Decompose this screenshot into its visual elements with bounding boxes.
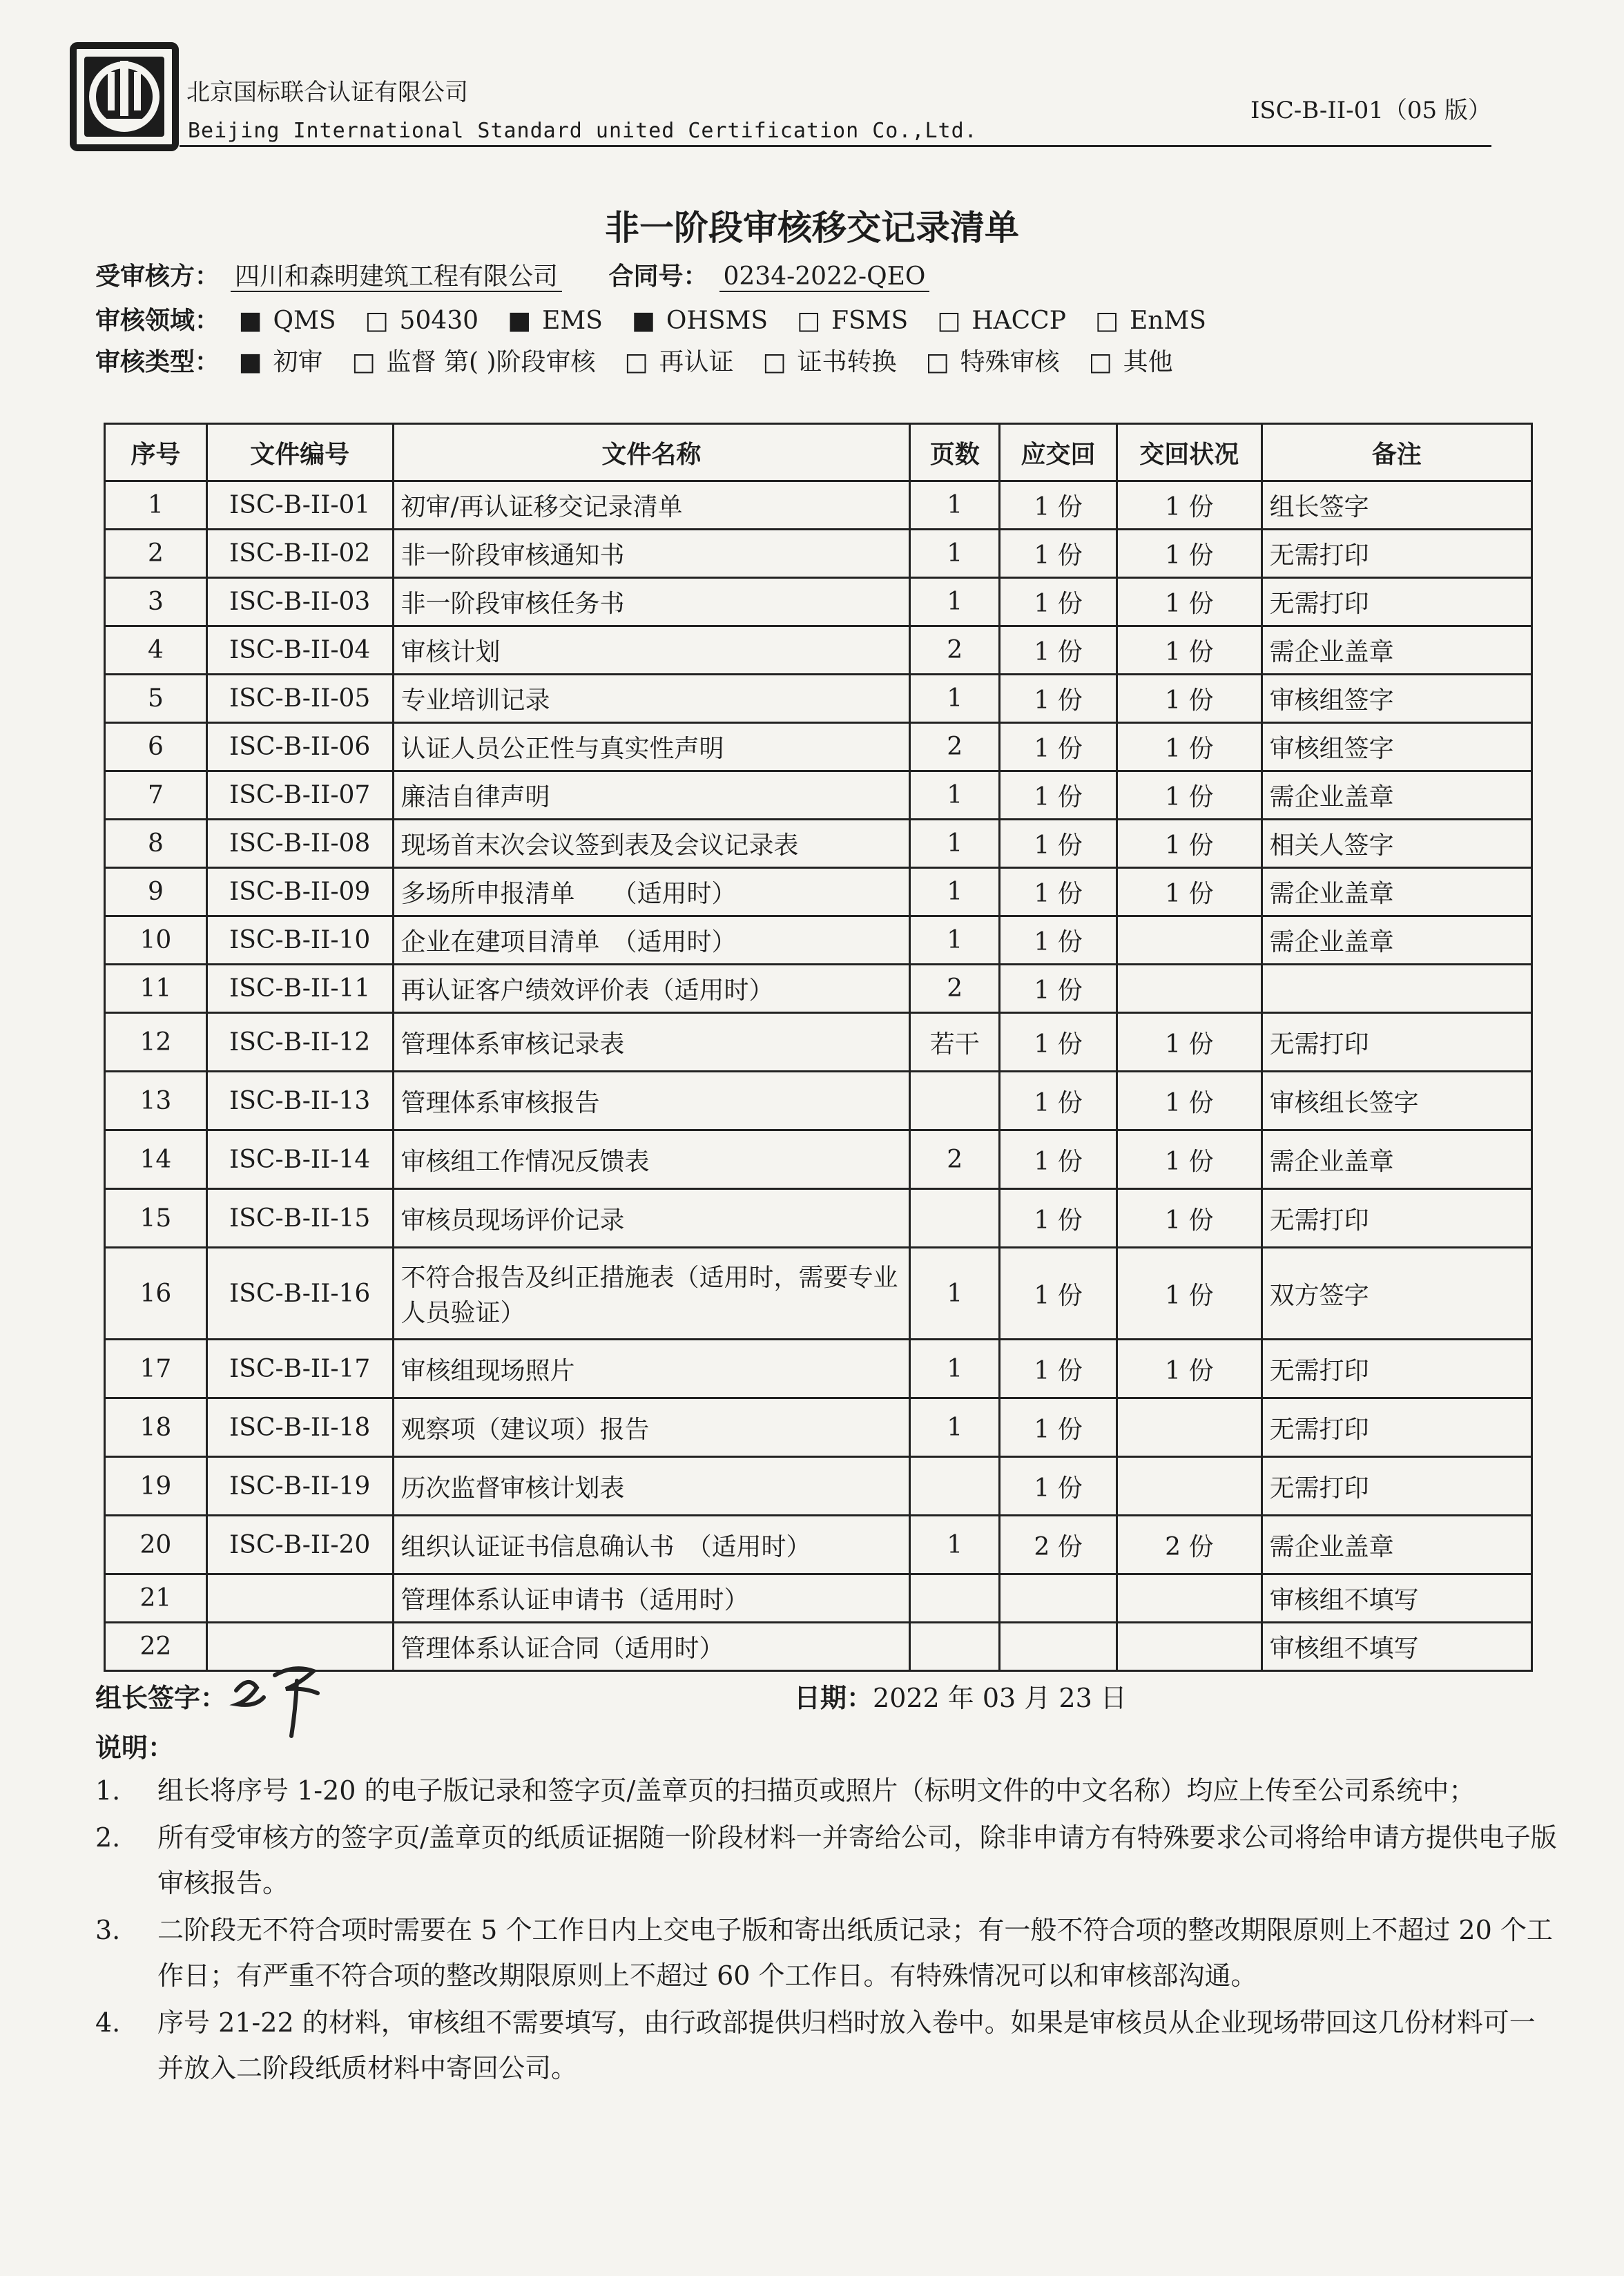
table-cell: 18 bbox=[105, 1398, 207, 1457]
audit-types-line bbox=[95, 343, 1213, 378]
audit-field-name: EMS bbox=[542, 307, 603, 335]
audit-field-option bbox=[632, 307, 779, 335]
table-cell: 无需打印 bbox=[1262, 1398, 1531, 1457]
table-cell bbox=[1262, 965, 1531, 1013]
audit-type-option bbox=[1089, 348, 1184, 376]
table-row bbox=[105, 1013, 1532, 1072]
table-cell: 1 bbox=[910, 481, 1000, 530]
table-cell: 审核组不填写 bbox=[1262, 1574, 1531, 1623]
table-cell bbox=[1116, 1574, 1262, 1623]
table-cell: 无需打印 bbox=[1262, 1189, 1531, 1248]
table-cell: 1 份 bbox=[1000, 965, 1117, 1013]
form-code: ISC-B-II-01（05 版） bbox=[1250, 97, 1491, 124]
audit-field-option bbox=[238, 307, 347, 335]
table-row bbox=[105, 626, 1532, 675]
table-cell: 4 bbox=[105, 626, 207, 675]
table-cell: 2 bbox=[910, 1130, 1000, 1189]
table-cell: 认证人员公正性与真实性声明 bbox=[393, 723, 910, 771]
date-line bbox=[794, 1677, 1127, 1715]
table-row bbox=[105, 1248, 1532, 1340]
audit-field-name: OHSMS bbox=[666, 307, 768, 335]
note-item bbox=[95, 1815, 1559, 1906]
table-cell bbox=[910, 1189, 1000, 1248]
table-cell: 22 bbox=[105, 1623, 207, 1671]
table-row bbox=[105, 820, 1532, 868]
table-cell bbox=[1116, 1398, 1262, 1457]
table-cell: 5 bbox=[105, 675, 207, 723]
table-row bbox=[105, 771, 1532, 820]
table-cell: 1 份 bbox=[1116, 626, 1262, 675]
audit-type-name: 其他 bbox=[1123, 348, 1173, 376]
table-cell: 组织认证证书信息确认书 （适用时） bbox=[393, 1516, 910, 1574]
table-cell: ISC-B-II-20 bbox=[206, 1516, 393, 1574]
table-row bbox=[105, 723, 1532, 771]
table-cell: 审核计划 bbox=[393, 626, 910, 675]
notes-title: 说明： bbox=[95, 1733, 175, 1763]
table-cell: 2 bbox=[910, 626, 1000, 675]
note-number: 1. bbox=[95, 1775, 121, 1806]
company-logo-icon bbox=[69, 41, 180, 152]
table-cell: 1 份 bbox=[1000, 1248, 1117, 1340]
table-cell: 初审/再认证移交记录清单 bbox=[393, 481, 910, 530]
company-name-en: Beijing International Standard united Certification Co.,Ltd. bbox=[188, 119, 978, 143]
audit-field-option bbox=[1095, 307, 1217, 335]
table-cell: 15 bbox=[105, 1189, 207, 1248]
table-row bbox=[105, 1457, 1532, 1516]
column-header: 备注 bbox=[1262, 424, 1531, 481]
table-cell: 7 bbox=[105, 771, 207, 820]
table-cell: 1 份 bbox=[1000, 1013, 1117, 1072]
column-header: 应交回 bbox=[1000, 424, 1117, 481]
table-cell: 1 份 bbox=[1116, 1340, 1262, 1398]
table-cell: 管理体系审核记录表 bbox=[393, 1013, 910, 1072]
table-cell: ISC-B-II-02 bbox=[206, 530, 393, 578]
table-cell: 1 份 bbox=[1000, 1340, 1117, 1398]
column-header: 文件编号 bbox=[206, 424, 393, 481]
table-cell: 9 bbox=[105, 868, 207, 916]
table-cell: 1 份 bbox=[1000, 820, 1117, 868]
table-cell: 审核组工作情况反馈表 bbox=[393, 1130, 910, 1189]
table-cell: 若干 bbox=[910, 1013, 1000, 1072]
audit-type-option bbox=[238, 348, 334, 376]
table-cell: 2 份 bbox=[1116, 1516, 1262, 1574]
table-cell bbox=[910, 1457, 1000, 1516]
table-cell: 无需打印 bbox=[1262, 578, 1531, 626]
audit-fields-label: 审核领域： bbox=[95, 307, 220, 335]
table-row bbox=[105, 1398, 1532, 1457]
table-cell: 1 bbox=[910, 820, 1000, 868]
handwritten-signature bbox=[228, 1648, 331, 1744]
audit-type-name: 监督 第( )阶段审核 bbox=[386, 348, 596, 376]
table-cell: ISC-B-II-14 bbox=[206, 1130, 393, 1189]
header-divider bbox=[180, 145, 1491, 147]
note-number: 2. bbox=[95, 1822, 121, 1853]
table-cell: 相关人签字 bbox=[1262, 820, 1531, 868]
audit-types-label: 审核类型： bbox=[95, 348, 220, 376]
table-cell: 1 bbox=[910, 771, 1000, 820]
table-cell: 需企业盖章 bbox=[1262, 916, 1531, 965]
table-cell: 1 份 bbox=[1000, 1130, 1117, 1189]
table-row bbox=[105, 916, 1532, 965]
transfer-table bbox=[104, 423, 1533, 1672]
note-text: 组长将序号 1-20 的电子版记录和签字页/盖章页的扫描页或照片（标明文件的中文名称）均应上传至公司系统中； bbox=[157, 1775, 1476, 1806]
table-cell: 廉洁自律声明 bbox=[393, 771, 910, 820]
table-cell: ISC-B-II-15 bbox=[206, 1189, 393, 1248]
table-cell: 1 份 bbox=[1000, 916, 1117, 965]
table-cell: 审核组签字 bbox=[1262, 723, 1531, 771]
table-cell: 11 bbox=[105, 965, 207, 1013]
audit-type-name: 初审 bbox=[273, 348, 323, 376]
table-cell: 组长签字 bbox=[1262, 481, 1531, 530]
table-cell: 1 份 bbox=[1116, 1013, 1262, 1072]
table-cell: 1 份 bbox=[1000, 578, 1117, 626]
date-value: 2022 年 03 月 23 日 bbox=[873, 1683, 1127, 1713]
table-cell: 1 份 bbox=[1000, 1457, 1117, 1516]
table-cell: 双方签字 bbox=[1262, 1248, 1531, 1340]
audit-field-name: QMS bbox=[273, 307, 336, 335]
table-cell: 14 bbox=[105, 1130, 207, 1189]
table-cell: 1 份 bbox=[1000, 481, 1117, 530]
checkbox-icon: □ bbox=[937, 307, 961, 335]
table-cell: 1 bbox=[910, 1516, 1000, 1574]
contract-value: 0234-2022-QEO bbox=[719, 262, 930, 292]
audit-field-name: HACCP bbox=[972, 307, 1066, 335]
table-cell: 1 bbox=[910, 868, 1000, 916]
table-cell: ISC-B-II-11 bbox=[206, 965, 393, 1013]
column-header: 序号 bbox=[105, 424, 207, 481]
checkbox-icon: ■ bbox=[508, 307, 532, 335]
table-cell: 19 bbox=[105, 1457, 207, 1516]
table-cell: ISC-B-II-06 bbox=[206, 723, 393, 771]
audit-fields-list bbox=[238, 307, 1235, 335]
note-item bbox=[95, 1907, 1559, 1998]
audit-types-list bbox=[238, 348, 1201, 376]
table-cell: 1 份 bbox=[1000, 530, 1117, 578]
table-row bbox=[105, 1072, 1532, 1130]
table-cell: 2 bbox=[910, 723, 1000, 771]
table-row bbox=[105, 1130, 1532, 1189]
table-cell bbox=[1116, 1457, 1262, 1516]
table-cell: 1 份 bbox=[1116, 723, 1262, 771]
notes-list bbox=[95, 1768, 1559, 2092]
table-cell: 20 bbox=[105, 1516, 207, 1574]
table-cell: 专业培训记录 bbox=[393, 675, 910, 723]
table-cell: ISC-B-II-01 bbox=[206, 481, 393, 530]
audit-field-option bbox=[508, 307, 614, 335]
table-cell: 1 bbox=[910, 530, 1000, 578]
table-cell: 1 份 bbox=[1000, 1398, 1117, 1457]
letterhead bbox=[69, 41, 1491, 152]
table-row bbox=[105, 1340, 1532, 1398]
table-cell: 3 bbox=[105, 578, 207, 626]
table-cell: 审核组不填写 bbox=[1262, 1623, 1531, 1671]
table-cell: 1 bbox=[910, 916, 1000, 965]
audit-type-name: 再认证 bbox=[659, 348, 734, 376]
checkbox-icon: □ bbox=[762, 348, 786, 376]
table-cell: 现场首末次会议签到表及会议记录表 bbox=[393, 820, 910, 868]
column-header: 交回状况 bbox=[1116, 424, 1262, 481]
checkbox-icon: ■ bbox=[238, 307, 262, 335]
table-cell: 管理体系认证申请书（适用时） bbox=[393, 1574, 910, 1623]
table-cell: ISC-B-II-04 bbox=[206, 626, 393, 675]
audit-type-name: 证书转换 bbox=[797, 348, 897, 376]
table-cell bbox=[206, 1574, 393, 1623]
table-row bbox=[105, 578, 1532, 626]
table-cell: 需企业盖章 bbox=[1262, 1516, 1531, 1574]
audit-field-name: FSMS bbox=[831, 307, 909, 335]
table-cell: 13 bbox=[105, 1072, 207, 1130]
table-cell: 1 份 bbox=[1116, 481, 1262, 530]
audit-field-name: EnMS bbox=[1129, 307, 1206, 335]
note-text: 序号 21-22 的材料，审核组不需要填写，由行政部提供归档时放入卷中。如果是审核员从企业现场带回这几份材料可一并放入二阶段纸质材料中寄回公司。 bbox=[157, 2007, 1536, 2083]
checkbox-icon: ■ bbox=[631, 307, 655, 335]
audit-type-name: 特殊审核 bbox=[960, 348, 1060, 376]
checkbox-icon: □ bbox=[1094, 307, 1119, 335]
table-cell: 观察项（建议项）报告 bbox=[393, 1398, 910, 1457]
table-cell: 17 bbox=[105, 1340, 207, 1398]
table-cell: ISC-B-II-07 bbox=[206, 771, 393, 820]
checkbox-icon: □ bbox=[925, 348, 949, 376]
audit-fields-line bbox=[95, 301, 1246, 336]
table-cell: 10 bbox=[105, 916, 207, 965]
table-cell: ISC-B-II-05 bbox=[206, 675, 393, 723]
table-cell: 审核员现场评价记录 bbox=[393, 1189, 910, 1248]
table-body bbox=[105, 481, 1532, 1671]
table-header-row bbox=[105, 424, 1532, 481]
table-cell: 无需打印 bbox=[1262, 530, 1531, 578]
table-cell: 21 bbox=[105, 1574, 207, 1623]
table-cell: 1 bbox=[910, 1340, 1000, 1398]
table-cell: 1 份 bbox=[1000, 675, 1117, 723]
table-cell: ISC-B-II-09 bbox=[206, 868, 393, 916]
table-cell: ISC-B-II-16 bbox=[206, 1248, 393, 1340]
table-cell: 1 份 bbox=[1116, 1248, 1262, 1340]
note-text: 所有受审核方的签字页/盖章页的纸质证据随一阶段材料一并寄给公司，除非申请方有特殊要求公司将给申请方提供电子版审核报告。 bbox=[157, 1822, 1557, 1898]
table-cell: 多场所申报清单 （适用时） bbox=[393, 868, 910, 916]
audit-field-name: 50430 bbox=[399, 307, 479, 335]
table-cell: 无需打印 bbox=[1262, 1340, 1531, 1398]
audit-type-option bbox=[352, 348, 607, 376]
note-item bbox=[95, 1768, 1559, 1813]
table-cell: 1 bbox=[910, 1248, 1000, 1340]
table-row bbox=[105, 675, 1532, 723]
table-cell: 再认证客户绩效评价表（适用时） bbox=[393, 965, 910, 1013]
table-cell: 需企业盖章 bbox=[1262, 1130, 1531, 1189]
table-cell: 1 份 bbox=[1116, 1130, 1262, 1189]
table-cell: 非一阶段审核任务书 bbox=[393, 578, 910, 626]
table-cell: 1 份 bbox=[1000, 626, 1117, 675]
table-cell: ISC-B-II-12 bbox=[206, 1013, 393, 1072]
table-cell: 需企业盖章 bbox=[1262, 868, 1531, 916]
table-cell: 无需打印 bbox=[1262, 1457, 1531, 1516]
table-cell: 1 份 bbox=[1000, 1189, 1117, 1248]
table-cell: 非一阶段审核通知书 bbox=[393, 530, 910, 578]
table-cell bbox=[1116, 965, 1262, 1013]
table-row bbox=[105, 481, 1532, 530]
leader-signature-label: 组长签字： bbox=[95, 1683, 227, 1713]
table-row bbox=[105, 1189, 1532, 1248]
auditee-line bbox=[95, 257, 940, 292]
contract-label: 合同号： bbox=[608, 262, 708, 291]
table-cell: 1 份 bbox=[1116, 868, 1262, 916]
table-cell: 审核组长签字 bbox=[1262, 1072, 1531, 1130]
table-cell: 需企业盖章 bbox=[1262, 771, 1531, 820]
table-cell: 审核组现场照片 bbox=[393, 1340, 910, 1398]
table-cell: 1 份 bbox=[1116, 675, 1262, 723]
company-name-cn: 北京国标联合认证有限公司 bbox=[186, 79, 468, 106]
note-item bbox=[95, 2000, 1559, 2091]
table-row bbox=[105, 1574, 1532, 1623]
table-cell: 审核组签字 bbox=[1262, 675, 1531, 723]
table-cell: 管理体系认证合同（适用时） bbox=[393, 1623, 910, 1671]
table-cell: ISC-B-II-13 bbox=[206, 1072, 393, 1130]
table-cell: 1 bbox=[910, 1398, 1000, 1457]
table-cell: 1 份 bbox=[1000, 1072, 1117, 1130]
table-row bbox=[105, 868, 1532, 916]
checkbox-icon: □ bbox=[1088, 348, 1112, 376]
audit-type-option bbox=[763, 348, 908, 376]
table-cell: 不符合报告及纠正措施表（适用时，需要专业人员验证） bbox=[393, 1248, 910, 1340]
audit-type-option bbox=[926, 348, 1071, 376]
table-cell: 1 份 bbox=[1116, 1072, 1262, 1130]
note-number: 4. bbox=[95, 2007, 121, 2038]
table-cell: ISC-B-II-10 bbox=[206, 916, 393, 965]
column-header: 文件名称 bbox=[393, 424, 910, 481]
checkbox-icon: ■ bbox=[238, 348, 262, 376]
column-header: 页数 bbox=[910, 424, 1000, 481]
auditee-label: 受审核方： bbox=[95, 262, 220, 291]
table-cell: 历次监督审核计划表 bbox=[393, 1457, 910, 1516]
date-label: 日期： bbox=[794, 1683, 873, 1713]
table-cell: 无需打印 bbox=[1262, 1013, 1531, 1072]
table-cell bbox=[910, 1072, 1000, 1130]
audit-field-option bbox=[937, 307, 1077, 335]
note-text: 二阶段无不符合项时需要在 5 个工作日内上交电子版和寄出纸质记录；有一般不符合项的整改期限原则上不超过 20 个工作日；有严重不符合项的整改期限原则上不超过 60 个工作日。有特殊情况可以和审核部沟通。 bbox=[157, 1915, 1553, 1991]
table-cell: 8 bbox=[105, 820, 207, 868]
table-cell: 1 bbox=[910, 578, 1000, 626]
table-cell: 1 份 bbox=[1116, 578, 1262, 626]
table-cell: ISC-B-II-03 bbox=[206, 578, 393, 626]
table-cell: 1 bbox=[910, 675, 1000, 723]
table-cell: 1 bbox=[105, 481, 207, 530]
table-cell: 1 份 bbox=[1116, 1189, 1262, 1248]
table-cell: 1 份 bbox=[1000, 723, 1117, 771]
table-cell bbox=[1000, 1574, 1117, 1623]
checkbox-icon: □ bbox=[365, 307, 389, 335]
table-cell: 2 bbox=[105, 530, 207, 578]
table-cell: 1 份 bbox=[1000, 868, 1117, 916]
table-cell: 1 份 bbox=[1116, 530, 1262, 578]
table-cell: 企业在建项目清单 （适用时） bbox=[393, 916, 910, 965]
checkbox-icon: □ bbox=[797, 307, 821, 335]
table-cell: ISC-B-II-08 bbox=[206, 820, 393, 868]
table-cell: 1 份 bbox=[1116, 820, 1262, 868]
table-cell bbox=[910, 1574, 1000, 1623]
table-cell: ISC-B-II-18 bbox=[206, 1398, 393, 1457]
table-cell bbox=[1116, 916, 1262, 965]
checkbox-icon: □ bbox=[624, 348, 648, 376]
table-cell: ISC-B-II-19 bbox=[206, 1457, 393, 1516]
table-cell: 12 bbox=[105, 1013, 207, 1072]
table-cell: 管理体系审核报告 bbox=[393, 1072, 910, 1130]
table-cell bbox=[1000, 1623, 1117, 1671]
table-row bbox=[105, 530, 1532, 578]
table-cell bbox=[910, 1623, 1000, 1671]
table-cell: 2 份 bbox=[1000, 1516, 1117, 1574]
table-cell: 需企业盖章 bbox=[1262, 626, 1531, 675]
document-title: 非一阶段审核移交记录清单 bbox=[605, 208, 1019, 248]
table-cell: 2 bbox=[910, 965, 1000, 1013]
table-cell: 1 份 bbox=[1116, 771, 1262, 820]
table-row bbox=[105, 965, 1532, 1013]
audit-type-option bbox=[625, 348, 745, 376]
checkbox-icon: □ bbox=[351, 348, 376, 376]
table-cell: 6 bbox=[105, 723, 207, 771]
table-cell: 1 份 bbox=[1000, 771, 1117, 820]
auditee-value: 四川和森明建筑工程有限公司 bbox=[231, 262, 562, 292]
table-row bbox=[105, 1516, 1532, 1574]
table-cell bbox=[1116, 1623, 1262, 1671]
table-cell: ISC-B-II-17 bbox=[206, 1340, 393, 1398]
note-number: 3. bbox=[95, 1915, 121, 1945]
audit-field-option bbox=[365, 307, 490, 335]
table-cell: 16 bbox=[105, 1248, 207, 1340]
audit-field-option bbox=[797, 307, 919, 335]
